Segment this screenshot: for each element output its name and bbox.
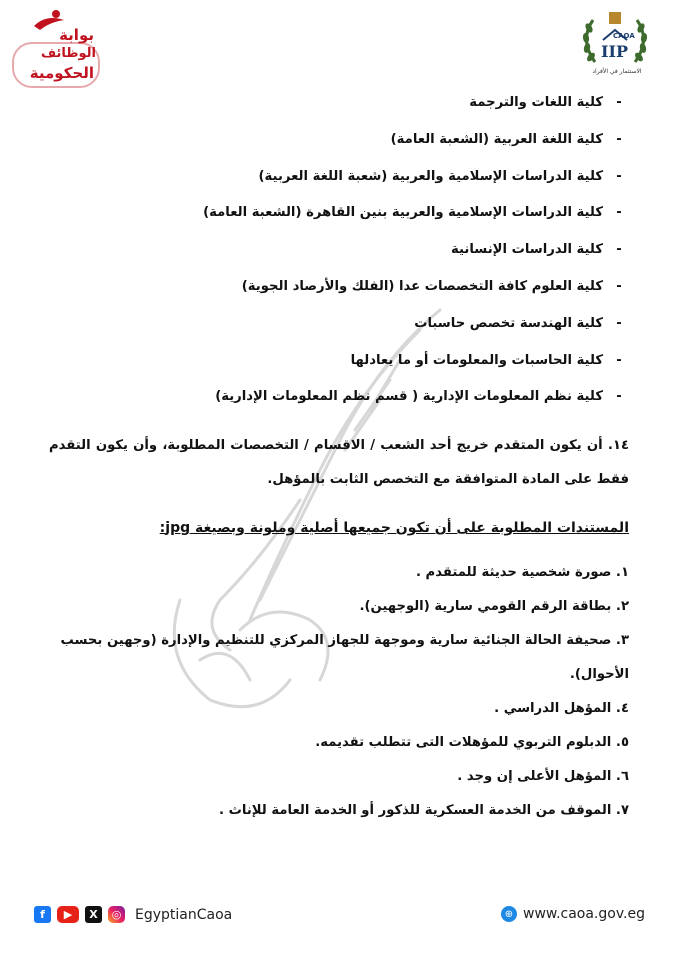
x-icon[interactable]: X <box>85 906 102 923</box>
list-item: ١. صورة شخصية حديثة للمتقدم . <box>415 565 629 580</box>
list-item: - كلية الدراسات الإسلامية والعربية بنين القاهرة (الشعبة العامة) <box>203 205 622 221</box>
list-item: - كلية الحاسبات والمعلومات أو ما يعادلها <box>350 352 622 368</box>
logo-line-1: بوابة <box>59 26 94 44</box>
logo-line-3: الحكومية <box>29 64 94 82</box>
logo-line-2: الوظائف <box>41 46 96 61</box>
social-handle[interactable]: EgyptianCaoa <box>135 906 233 923</box>
list-item: - كلية الدراسات الإسلامية والعربية (شعبة اللغة العربية) <box>258 168 622 184</box>
documents-list <box>49 556 629 828</box>
list-item: - كلية نظم المعلومات الإدارية ( قسم نظم المعلومات الإدارية) <box>215 389 622 405</box>
caoa-mark: CAOA <box>613 32 635 40</box>
website-link[interactable] <box>501 906 645 922</box>
list-item: ٢. بطاقة الرقم القومي سارية (الوجهين). <box>359 599 629 614</box>
iip-mark: IIP <box>601 42 628 61</box>
facebook-icon[interactable]: f <box>34 906 51 923</box>
list-item: - كلية اللغات والترجمة <box>469 95 622 110</box>
list-item: ٤. المؤهل الدراسي . <box>494 701 629 716</box>
list-item: ٣. صحيفة الحالة الجنائية سارية وموجهة للجهاز المركزي للتنظيم والإدارة (وجهين بحسب الأحوال). <box>60 633 629 682</box>
list-item: ٥. الدبلوم التربوي للمؤهلات التى تتطلب تقديمه. <box>315 735 629 750</box>
instagram-icon[interactable]: ◎ <box>108 906 125 923</box>
list-item: ٧. الموقف من الخدمة العسكرية للذكور أو الخدمة العامة للإناث . <box>219 803 629 818</box>
social-links <box>34 906 232 923</box>
condition-14: ١٤. أن يكون المتقدم خريج أحد الشعب / الاقسام / التخصصات المطلوبة، وأن يكون التقدم فقط على المادة المتوافقة مع التخصص الثابت بالمؤهل. <box>49 438 629 487</box>
list-item: - كلية الهندسة تخصص حاسبات <box>414 315 622 331</box>
list-item: - كلية العلوم كافة التخصصات عدا (الفلك والأرصاد الجوية) <box>241 278 622 294</box>
globe-icon: ⊕ <box>501 906 517 922</box>
website-url[interactable]: www.caoa.gov.eg <box>523 906 645 922</box>
caoa-iip-logo <box>573 10 657 80</box>
list-item: - كلية الدراسات الإنسانية <box>451 242 622 258</box>
laurel-emblem-icon <box>573 10 657 72</box>
government-jobs-portal-logo <box>8 8 100 88</box>
youtube-icon[interactable]: ▶ <box>57 906 79 923</box>
logo-subtitle: الاستثمار في الأفراد <box>592 68 642 75</box>
list-item: ٦. المؤهل الأعلى إن وجد . <box>457 769 629 784</box>
colleges-list <box>115 92 635 423</box>
list-item: - كلية اللغة العربية (الشعبة العامة) <box>390 131 622 147</box>
documents-title: المستندات المطلوبة على أن تكون جميعها أصلية وملونة وبصيغة jpg: <box>159 520 629 536</box>
